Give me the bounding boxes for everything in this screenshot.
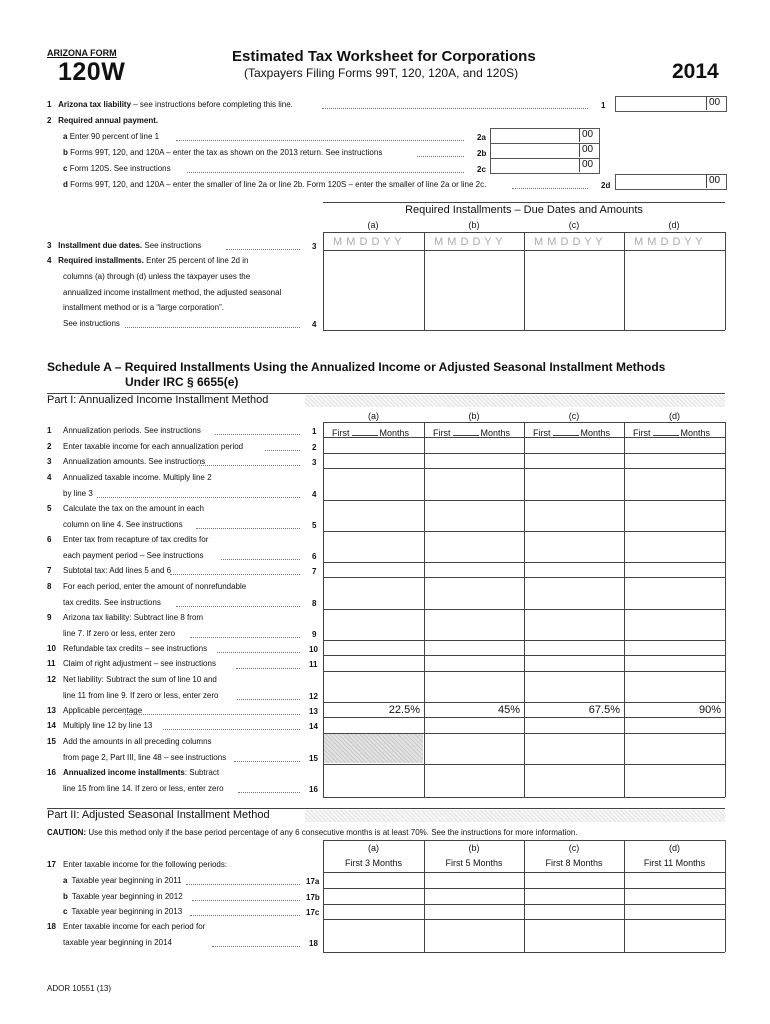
- line-1-label: [47, 100, 293, 109]
- part1-line-text: Enter taxable income for each annualization period: [63, 442, 244, 451]
- part1-line-10-col-c-field[interactable]: [525, 642, 623, 654]
- line-18-label-part: Enter taxable income for each period for: [63, 922, 206, 931]
- part1-line-7-label: [47, 566, 171, 575]
- line-1-ref: 1: [601, 101, 606, 110]
- line-17b-ref: 17b: [306, 893, 320, 902]
- due-date-c-field[interactable]: M M D D Y Y: [534, 236, 604, 248]
- part1-line-9-col-b-field[interactable]: [425, 611, 523, 639]
- line-2-title: Required annual payment: [58, 116, 156, 125]
- part1-line-2-col-d-field[interactable]: [625, 439, 724, 452]
- line-4-text-3: annualized income installment method, the adjusted seasonal: [63, 288, 282, 297]
- part1-line-number: 2: [47, 442, 52, 451]
- part1-line-10-col-a-field[interactable]: [324, 642, 423, 654]
- part1-line-6-col-d-field[interactable]: [625, 533, 724, 561]
- part1-line-5-label: [47, 504, 204, 513]
- part1-line-15-col-b-field[interactable]: [425, 735, 523, 763]
- part2-line-17b-col-b-field[interactable]: [425, 889, 523, 903]
- line-1-title: Arizona tax liability: [58, 100, 132, 109]
- part1-line-10-col-b-field[interactable]: [425, 642, 523, 654]
- part1-line-12-col-c-field[interactable]: [525, 673, 623, 701]
- line-2d-text: Forms 99T, 120, and 120A – enter the smaller of line 2a or line 2b. Form 120S – enter the smaller of line 2a or line 2c.: [70, 180, 487, 189]
- part1-line-12-ref: 12: [309, 692, 318, 701]
- line-17b-label: [63, 892, 183, 901]
- part1-line-text: Net liability: Subtract the sum of line 10 and: [63, 675, 217, 684]
- part1-line-12-label: [47, 675, 217, 684]
- part1-line-5-col-a-field[interactable]: [324, 502, 423, 530]
- part2-period-d: First 11 Months: [643, 858, 706, 868]
- line-4-label: [47, 256, 248, 265]
- part2-line-17a-col-a-field[interactable]: [324, 873, 423, 887]
- annualization-months-input[interactable]: [553, 427, 579, 436]
- line-15-shaded-cell: [324, 734, 423, 763]
- part2-line-17b-col-c-field[interactable]: [525, 889, 623, 903]
- caution-label: CAUTION:: [47, 828, 87, 837]
- months-label: Months: [580, 428, 611, 438]
- line-1-number: 1: [47, 100, 52, 109]
- due-date-d-field[interactable]: M M D D Y Y: [634, 236, 704, 248]
- part1-line-12-col-a-field[interactable]: [324, 673, 423, 701]
- part1-col-b: (b): [468, 411, 480, 421]
- part1-line-number: 15: [47, 737, 56, 746]
- part2-col-a: (a): [368, 843, 379, 853]
- line-17-label: [47, 860, 227, 869]
- part-2-title: Part II: Adjusted Seasonal Installment Method: [47, 809, 270, 821]
- part2-line-17c-col-a-field[interactable]: [324, 905, 423, 918]
- part1-line-text: Annualization periods. See instructions: [63, 426, 201, 435]
- part1-line-1-label: [47, 426, 201, 435]
- installments-heading: Required Installments – Due Dates and Amounts: [405, 204, 643, 216]
- part1-line-7-col-d-field[interactable]: [625, 564, 724, 576]
- line-17-label-part: 17: [47, 860, 56, 869]
- line-2b-text: Forms 99T, 120, and 120A – enter the tax as shown on the 2013 return. See instructions: [70, 148, 383, 157]
- part1-line-16-col-b-field[interactable]: [425, 766, 523, 796]
- part1-line-9-col-c-field[interactable]: [525, 611, 623, 639]
- part1-line-number: 14: [47, 721, 56, 730]
- part1-line-text: Arizona tax liability: Subtract line 8 from: [63, 613, 204, 622]
- part1-line-9-col-d-field[interactable]: [625, 611, 724, 639]
- inst-col-b: (b): [468, 220, 480, 230]
- line-2a-cents: 00: [582, 129, 594, 140]
- installment-d-field[interactable]: [625, 251, 724, 329]
- part1-line-10-label: [47, 644, 207, 653]
- line-2b-letter: b: [63, 148, 68, 157]
- part1-line-14-col-d-field[interactable]: [625, 719, 724, 732]
- line-4-number: 4: [47, 256, 52, 265]
- part1-line-6-ref: 6: [312, 552, 317, 561]
- line-2b-cents: 00: [582, 144, 594, 155]
- part2-line-17c-col-d-field[interactable]: [625, 905, 724, 918]
- part1-line-6-col-b-field[interactable]: [425, 533, 523, 561]
- part1-line-9-ref: 9: [312, 630, 317, 639]
- line-2d-label: [63, 180, 486, 189]
- line-17c-ref: 17c: [306, 908, 320, 917]
- part2-line-17a-col-b-field[interactable]: [425, 873, 523, 887]
- part1-line-4-col-d-field[interactable]: [625, 470, 724, 499]
- line-17b-label-part: Taxable year beginning in 2012: [71, 892, 183, 901]
- part1-line-2-col-b-field[interactable]: [425, 439, 523, 452]
- part1-line-9-label: [47, 613, 203, 622]
- annualization-period-a: [332, 427, 409, 438]
- part1-line-number: 8: [47, 582, 52, 591]
- part1-line-16-col-c-field[interactable]: [525, 766, 623, 796]
- part1-line-7-col-a-field[interactable]: [324, 564, 423, 576]
- part2-line-18-col-d-field[interactable]: [625, 920, 724, 951]
- annualization-period-b: [433, 427, 510, 438]
- part1-line-number: 4: [47, 473, 52, 482]
- part1-line-14-col-b-field[interactable]: [425, 719, 523, 732]
- line-18-cont: taxable year beginning in 2014: [63, 938, 172, 947]
- part1-line-4-col-b-field[interactable]: [425, 470, 523, 499]
- first-label: First: [633, 428, 651, 438]
- part1-line-4-ref: 4: [312, 490, 317, 499]
- part2-line-17a-col-c-field[interactable]: [525, 873, 623, 887]
- part1-line-number: 9: [47, 613, 52, 622]
- line-2c-cents: 00: [582, 159, 594, 170]
- part1-line-2-col-a-field[interactable]: [324, 439, 423, 452]
- line-17c-label-part: c: [63, 907, 68, 916]
- inst-col-d: (d): [668, 220, 680, 230]
- part2-line-17c-col-b-field[interactable]: [425, 905, 523, 918]
- part1-line-3-label: [47, 457, 205, 466]
- months-label: Months: [680, 428, 711, 438]
- applicable-percentage-b: 45%: [497, 704, 520, 716]
- part2-period-b: First 5 Months: [445, 858, 503, 868]
- line-4-text-5: See instructions: [63, 319, 120, 328]
- part1-line-7-ref: 7: [312, 567, 317, 576]
- part1-line-number: 16: [47, 768, 56, 777]
- part1-line-8-col-c-field[interactable]: [525, 579, 623, 608]
- line-3-title: Installment due dates.: [58, 241, 143, 250]
- part1-line-3-col-b-field[interactable]: [425, 455, 523, 467]
- part1-line-7-col-c-field[interactable]: [525, 564, 623, 576]
- part-1-title: Part I: Annualized Income Installment Method: [47, 394, 269, 406]
- part1-line-2-ref: 2: [312, 443, 317, 452]
- line-2a-text: Enter 90 percent of line 1: [69, 132, 160, 141]
- line-17a-label-part: a: [63, 876, 68, 885]
- line-2-number: 2: [47, 116, 52, 125]
- line-18-label: [47, 922, 205, 931]
- part1-line-6-label: [47, 535, 208, 544]
- first-label: First: [433, 428, 451, 438]
- first-label: First: [533, 428, 551, 438]
- caution-text: Use this method only if the base period percentage of any 6 consecutive months is at least 70%. See the instructions for more information.: [86, 828, 578, 837]
- line-2-label: 2 Required annual payment.: [47, 116, 159, 125]
- applicable-percentage-a: 22.5%: [388, 704, 420, 716]
- page-title: Estimated Tax Worksheet for Corporations: [232, 48, 536, 65]
- annualization-months-input[interactable]: [453, 427, 479, 436]
- part1-line-11-col-c-field[interactable]: [525, 657, 623, 670]
- part1-line-16-cont: line 15 from line 14. If zero or less, enter zero: [63, 784, 224, 793]
- part1-line-8-col-d-field[interactable]: [625, 579, 724, 608]
- part2-line-17a-col-d-field[interactable]: [625, 873, 724, 887]
- part1-line-text: For each period, enter the amount of nonrefundable: [63, 582, 247, 591]
- part1-line-15-col-c-field[interactable]: [525, 735, 623, 763]
- part1-line-14-label: [47, 721, 152, 730]
- part1-line-11-col-b-field[interactable]: [425, 657, 523, 670]
- line-4-ref: 4: [312, 320, 317, 329]
- first-label: First: [332, 428, 350, 438]
- line-3-text: See instructions: [142, 241, 202, 250]
- inst-col-c: (c): [568, 220, 580, 230]
- part1-line-9-cont: line 7. If zero or less, enter zero: [63, 629, 176, 638]
- line-2d-cents: 00: [709, 175, 721, 186]
- part2-line-17c-col-c-field[interactable]: [525, 905, 623, 918]
- part1-line-4-cont: by line 3: [63, 489, 93, 498]
- line-18-label-part: 18: [47, 922, 56, 931]
- caution-note: [47, 828, 577, 837]
- part1-line-text: Annualization amounts. See instructions: [63, 457, 206, 466]
- part1-line-6-cont: each payment period – See instructions: [63, 551, 204, 560]
- part1-col-c: (c): [568, 411, 580, 421]
- part1-line-15-ref: 15: [309, 754, 318, 763]
- annualization-period-d: [633, 427, 710, 438]
- line-2c-ref: 2c: [477, 165, 486, 174]
- line-17a-label-part: Taxable year beginning in 2011: [71, 876, 182, 885]
- part1-line-7-col-b-field[interactable]: [425, 564, 523, 576]
- part1-line-number: 6: [47, 535, 52, 544]
- part2-line-18-col-b-field[interactable]: [425, 920, 523, 951]
- part1-line-10-ref: 10: [309, 645, 318, 654]
- part1-line-text: Annualized taxable income. Multiply line 2: [63, 473, 212, 482]
- part1-line-5-col-d-field[interactable]: [625, 502, 724, 530]
- part2-line-17b-col-d-field[interactable]: [625, 889, 724, 903]
- line-17c-label-part: Taxable year beginning in 2013: [71, 907, 183, 916]
- line-2c-label: [63, 164, 171, 173]
- part1-line-16-col-a-field[interactable]: [324, 766, 423, 796]
- installment-b-field[interactable]: [425, 251, 523, 329]
- part1-col-d: (d): [669, 411, 680, 421]
- line-3-ref: 3: [312, 242, 317, 251]
- line-17a-label: [63, 876, 182, 885]
- part1-line-12-col-d-field[interactable]: [625, 673, 724, 701]
- line-2a-letter: a: [63, 132, 68, 141]
- part2-period-a: First 3 Months: [344, 858, 402, 868]
- part1-line-3-ref: 3: [312, 458, 317, 467]
- line-18-ref: 18: [309, 939, 318, 948]
- part1-line-6-col-c-field[interactable]: [525, 533, 623, 561]
- part1-line-number: 12: [47, 675, 56, 684]
- part2-col-d: (d): [669, 843, 680, 853]
- line-2d-ref: 2d: [601, 181, 611, 190]
- part1-line-14-col-c-field[interactable]: [525, 719, 623, 732]
- line-4-title: Required installments.: [58, 256, 144, 265]
- part1-line-8-cont: tax credits. See instructions: [63, 598, 161, 607]
- part1-col-a: (a): [368, 411, 379, 421]
- part1-line-13-ref: 13: [309, 707, 318, 716]
- part2-line-18-col-a-field[interactable]: [324, 920, 423, 951]
- months-label: Months: [379, 428, 410, 438]
- part1-line-number: 11: [47, 659, 56, 668]
- part1-line-4-col-c-field[interactable]: [525, 470, 623, 499]
- annualization-months-input[interactable]: [352, 427, 378, 436]
- part1-line-15-col-d-field[interactable]: [625, 735, 724, 763]
- line-2d-letter: d: [63, 180, 68, 189]
- form-label: ARIZONA FORM: [47, 48, 117, 58]
- line-1-text: – see instructions before completing this line.: [131, 100, 293, 109]
- line-4-text-4: installment method or is a “large corporation”.: [63, 303, 224, 312]
- part1-line-8-label: [47, 582, 246, 591]
- line-3-label: [47, 241, 201, 250]
- line-17b-label-part: b: [63, 892, 68, 901]
- part1-line-text: Calculate the tax on the amount in each: [63, 504, 204, 513]
- page-subtitle: (Taxpayers Filing Forms 99T, 120, 120A, and 120S): [244, 66, 519, 80]
- part1-line-1-ref: 1: [312, 427, 317, 436]
- part1-line-5-cont: column on line 4. See instructions: [63, 520, 183, 529]
- part1-line-text: Applicable percentage: [63, 706, 143, 715]
- annualization-months-input[interactable]: [653, 427, 679, 436]
- inst-col-a: (a): [367, 220, 379, 230]
- part1-line-6-col-a-field[interactable]: [324, 533, 423, 561]
- part2-line-18-col-c-field[interactable]: [525, 920, 623, 951]
- part1-line-8-col-b-field[interactable]: [425, 579, 523, 608]
- part1-line-2-col-c-field[interactable]: [525, 439, 623, 452]
- part1-line-16-label: [47, 768, 219, 777]
- due-date-b-field[interactable]: M M D D Y Y: [434, 236, 504, 248]
- part1-line-text: Enter tax from recapture of tax credits for: [63, 535, 209, 544]
- part1-line-4-label: [47, 473, 212, 482]
- schedule-a-title: Schedule A – Required Installments Using the Annualized Income or Adjusted Seasonal Installment Methods: [47, 360, 666, 374]
- schedule-a-title-2: Under IRC § 6655(e): [125, 375, 239, 389]
- part1-line-11-label: [47, 659, 216, 668]
- line-3-number: 3: [47, 241, 52, 250]
- part2-col-b: (b): [468, 843, 480, 853]
- form-code: ADOR 10551 (13): [47, 984, 112, 993]
- part1-line-4-col-a-field[interactable]: [324, 470, 423, 499]
- part1-line-number: 7: [47, 566, 52, 575]
- applicable-percentage-c: 67.5%: [588, 704, 620, 716]
- part1-line-9-col-a-field[interactable]: [324, 611, 423, 639]
- part1-line-14-ref: 14: [309, 722, 318, 731]
- part1-line-text: Subtotal tax: Add lines 5 and 6: [63, 566, 172, 575]
- part1-line-2-label: [47, 442, 243, 451]
- part1-line-number: 3: [47, 457, 52, 466]
- part2-period-c: First 8 Months: [545, 858, 603, 868]
- part1-line-number: 1: [47, 426, 52, 435]
- line-1-cents: 00: [709, 97, 721, 108]
- part2-col-c: (c): [568, 843, 580, 853]
- part1-line-5-col-c-field[interactable]: [525, 502, 623, 530]
- line-2a-ref: 2a: [477, 133, 486, 142]
- line-17a-ref: 17a: [306, 877, 320, 886]
- part1-line-3-col-a-field[interactable]: [324, 455, 423, 467]
- part1-line-11-ref: 11: [309, 660, 318, 669]
- line-2c-letter: c: [63, 164, 68, 173]
- line-2a-label: [63, 132, 159, 141]
- part1-line-15-label: [47, 737, 212, 746]
- line-4-text: Enter 25 percent of line 2d in: [143, 256, 249, 265]
- part1-line-number: 5: [47, 504, 52, 513]
- part1-line-3-col-d-field[interactable]: [625, 455, 724, 467]
- part1-line-number: 10: [47, 644, 56, 653]
- part1-line-10-col-d-field[interactable]: [625, 642, 724, 654]
- part1-line-12-col-b-field[interactable]: [425, 673, 523, 701]
- part1-line-text: : Subtract: [184, 768, 220, 777]
- installment-c-field[interactable]: [525, 251, 623, 329]
- part1-line-number: 13: [47, 706, 56, 715]
- line-17-label-part: Enter taxable income for the following periods:: [63, 860, 228, 869]
- part1-line-title: Annualized income installments: [63, 768, 185, 777]
- part1-line-5-col-b-field[interactable]: [425, 502, 523, 530]
- line-17c-label: [63, 907, 182, 916]
- annualization-period-c: [533, 427, 610, 438]
- months-label: Months: [480, 428, 511, 438]
- part1-line-5-ref: 5: [312, 521, 317, 530]
- part1-line-11-col-a-field[interactable]: [324, 657, 423, 670]
- due-date-a-field[interactable]: M M D D Y Y: [333, 236, 403, 248]
- part1-line-15-cont: from page 2, Part III, line 48 – see instructions: [63, 753, 227, 762]
- installment-a-field[interactable]: [324, 251, 423, 329]
- line-2b-ref: 2b: [477, 149, 487, 158]
- part1-line-text: Add the amounts in all preceding columns: [63, 737, 212, 746]
- applicable-percentage-d: 90%: [698, 704, 721, 716]
- line-2c-text: Form 120S. See instructions: [69, 164, 171, 173]
- line-4-text-2: columns (a) through (d) unless the taxpayer uses the: [63, 272, 251, 281]
- part1-line-14-col-a-field[interactable]: [324, 719, 423, 732]
- part1-line-3-col-c-field[interactable]: [525, 455, 623, 467]
- form-number: 120W: [58, 58, 126, 86]
- part1-line-text: Claim of right adjustment – see instructions: [63, 659, 216, 668]
- part1-line-text: Multiply line 12 by line 13: [63, 721, 153, 730]
- line-2b-label: [63, 148, 382, 157]
- part1-line-8-col-a-field[interactable]: [324, 579, 423, 608]
- part2-line-17b-col-a-field[interactable]: [324, 889, 423, 903]
- part1-line-11-col-d-field[interactable]: [625, 657, 724, 670]
- part1-line-16-ref: 16: [309, 785, 318, 794]
- part1-line-16-col-d-field[interactable]: [625, 766, 724, 796]
- part1-line-8-ref: 8: [312, 599, 317, 608]
- part1-line-text: Refundable tax credits – see instructions: [63, 644, 208, 653]
- part1-line-12-cont: line 11 from line 9. If zero or less, enter zero: [63, 691, 219, 700]
- tax-year: 2014: [672, 60, 719, 83]
